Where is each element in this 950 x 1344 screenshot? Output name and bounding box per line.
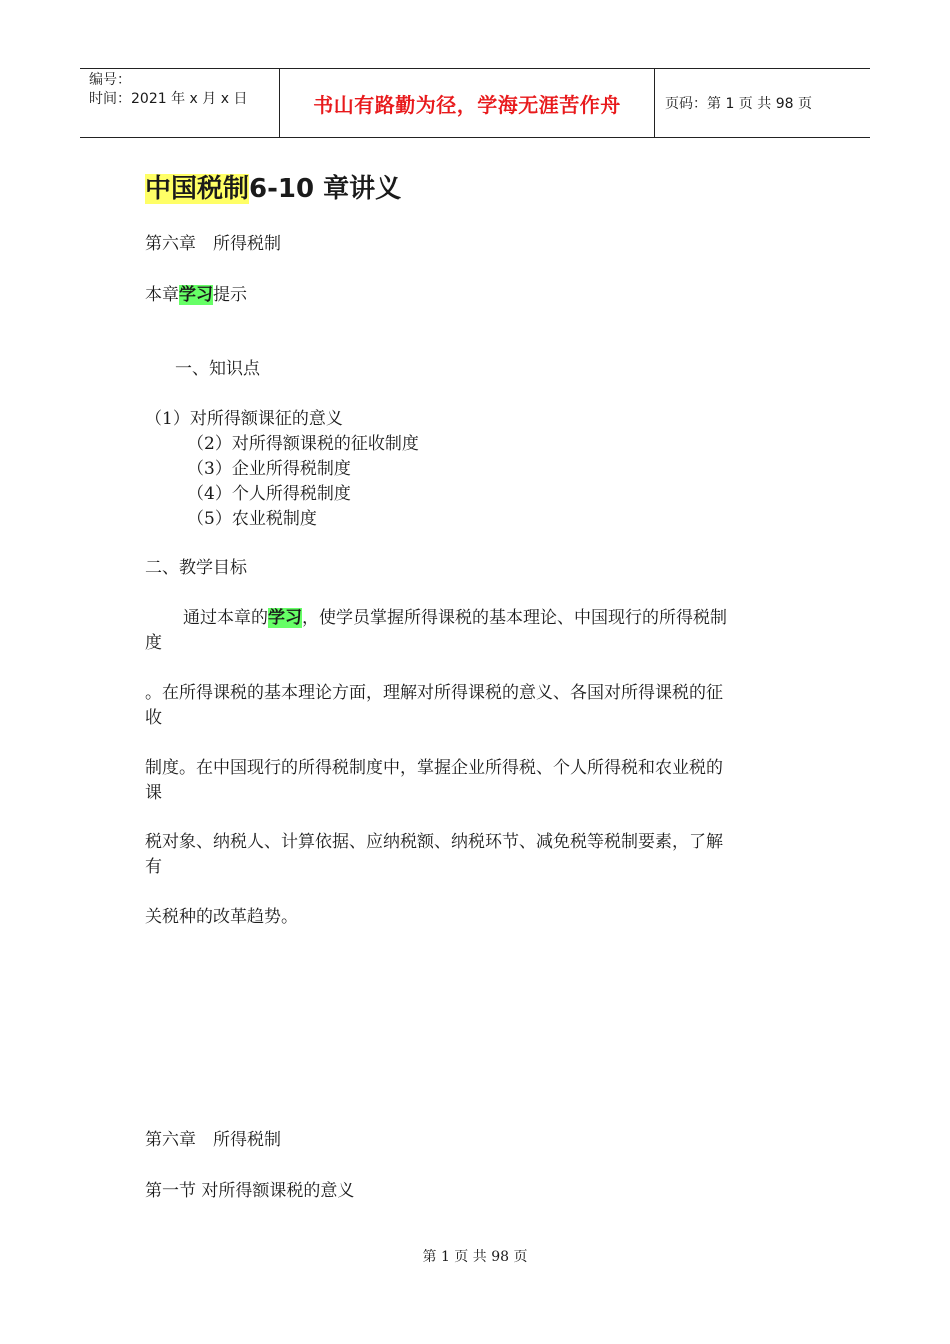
footer-page-number: 第 1 页 共 98 页 [422, 1249, 528, 1265]
paragraph-line: 收 [145, 708, 162, 728]
study-highlight: 学习 [179, 285, 213, 305]
list-item: （4）个人所得税制度 [187, 484, 351, 504]
section-first-heading: 第一节 对所得额课税的意义 [145, 1181, 355, 1201]
header-meta [80, 69, 280, 137]
study-prefix: 本章 [145, 285, 179, 305]
study-tips-heading [145, 283, 247, 307]
paragraph-line: 有 [145, 857, 162, 877]
para-highlight: 学习 [268, 608, 302, 628]
date-label: 时间：2021 年 x 月 x 日 [89, 91, 248, 107]
paragraph-line: 制度。在中国现行的所得税制度中，掌握企业所得税、个人所得税和农业税的 [145, 758, 723, 778]
page-header [80, 68, 870, 138]
list-item: （2）对所得额课税的征收制度 [187, 434, 419, 454]
list-item: （3）企业所得税制度 [187, 459, 351, 479]
para-prefix: 通过本章的 [183, 608, 268, 628]
paragraph-line: 课 [145, 783, 162, 803]
study-suffix: 提示 [213, 285, 247, 305]
title-highlighted: 中国税制 [145, 174, 250, 204]
page-footer [0, 1246, 950, 1266]
section-knowledge-points: 一、知识点 [175, 359, 260, 379]
title-rest: 6-10 章讲义 [249, 174, 402, 204]
list-item: （5）农业税制度 [187, 509, 317, 529]
paragraph-line: 。在所得课税的基本理论方面，理解对所得课税的意义、各国对所得课税的征 [145, 683, 723, 703]
section-teaching-goals: 二、教学目标 [145, 558, 247, 578]
paragraph-line: 税对象、纳税人、计算依据、应纳税额、纳税环节、减免税等税制要素，了解 [145, 832, 723, 852]
header-page-info: 页码：第 1 页 共 98 页 [665, 96, 812, 112]
header-motto: 书山有路勤为径，学海无涯苦作舟 [280, 69, 655, 137]
paragraph-line: 关税种的改革趋势。 [145, 907, 298, 927]
number-label: 编号： [89, 72, 131, 88]
list-item: （1）对所得额课征的意义 [145, 409, 343, 429]
chapter-heading-repeat: 第六章 所得税制 [145, 1130, 281, 1150]
chapter-heading: 第六章 所得税制 [145, 234, 281, 254]
paragraph-line: 度 [145, 633, 162, 653]
paragraph-line [183, 606, 727, 630]
document-title [145, 168, 401, 205]
para-line1-rest: ，使学员掌握所得课税的基本理论、中国现行的所得税制 [302, 608, 727, 628]
